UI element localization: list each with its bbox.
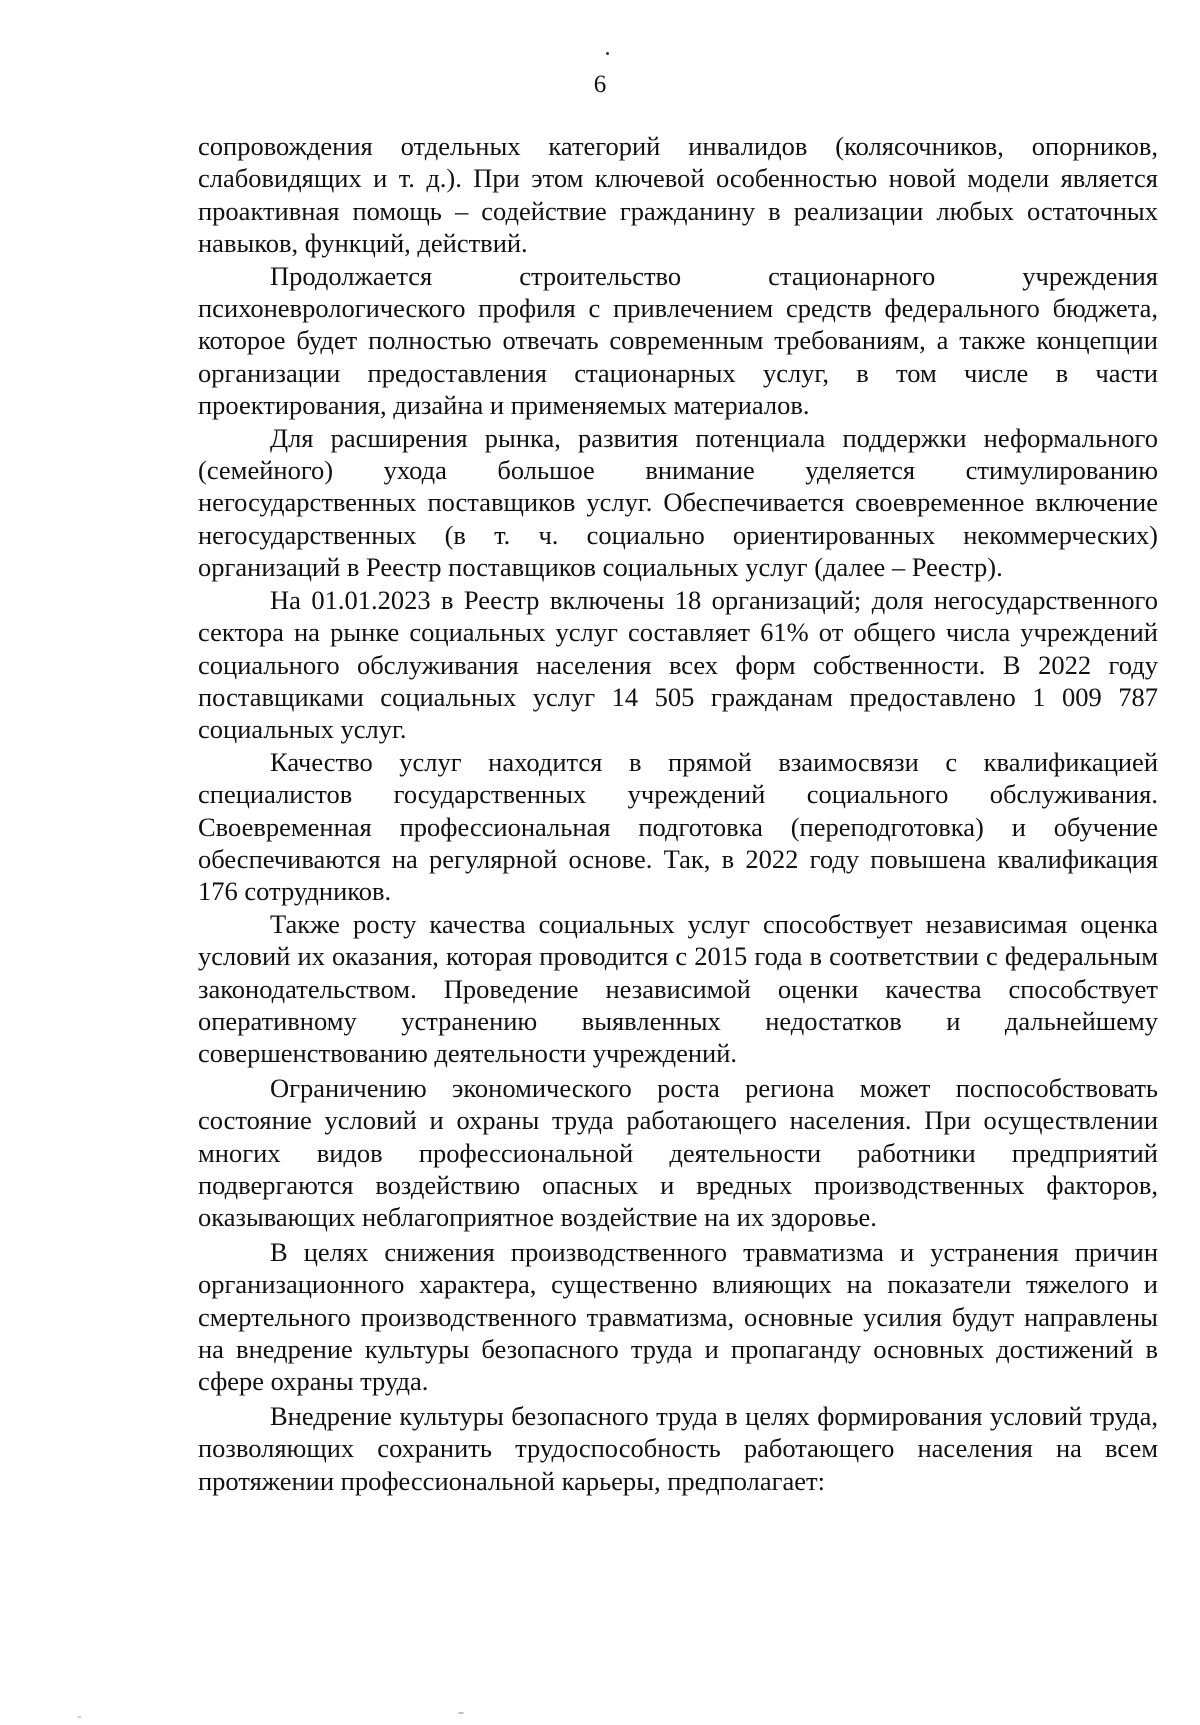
paragraph: Продолжается строительство стационарного учреждения психоневрологического профиля с привлечением средств федерального бюджета, которое будет полностью отвечать современным требованиям, а также концепции организации предоставления стационарных услуг, в том числе в части проектирования, дизайна и применяемых материалов. <box>198 260 1158 421</box>
paragraph: Качество услуг находится в прямой взаимосвязи с квалификацией специалистов государственных учреждений социального обслуживания. Своевременная профессиональная подготовка (переподготовка) и обучение обеспечиваются на регулярной основе. Так, в 2022 году повышена квалификация 176 сотрудников. <box>198 746 1158 907</box>
scan-speck <box>78 1716 81 1718</box>
scan-speck <box>458 1712 464 1714</box>
page-number: 6 <box>593 71 607 98</box>
paragraph: На 01.01.2023 в Реестр включены 18 организаций; доля негосударственного сектора на рынке социальных услуг составляет 61% от общего числа учреждений социального обслуживания населения всех форм собственности. В 2022 году поставщиками социальных услуг 14 505 гражданам предоставлено 1 009 787 социальных услуг. <box>198 584 1158 745</box>
paragraph: В целях снижения производственного травматизма и устранения причин организационного характера, существенно влияющих на показатели тяжелого и смертельного производственного травматизма, основные усилия будут направлены на внедрение культуры безопасного труда и пропаганду основных достижений в сфере охраны труда. <box>198 1236 1158 1397</box>
document-body <box>198 130 1158 1497</box>
scan-speck <box>606 52 609 55</box>
paragraph: сопровождения отдельных категорий инвалидов (колясочников, опорников, слабовидящих и т. д.). При этом ключевой особенностью новой модели является проактивная помощь – содействие гражданину в реализации любых остаточных навыков, функций, действий. <box>198 131 1158 259</box>
paragraph: Внедрение культуры безопасного труда в целях формирования условий труда, позволяющих сохранить трудоспособность работающего населения на всем протяжении профессиональной карьеры, предполагает: <box>198 1400 1158 1496</box>
paragraph: Ограничению экономического роста региона может поспособствовать состояние условий и охраны труда работающего населения. При осуществлении многих видов профессиональной деятельности работники предприятий подвергаются воздействию опасных и вредных производственных факторов, оказывающих неблагоприятное воздействие на их здоровье. <box>198 1072 1158 1233</box>
paragraph: Для расширения рынка, развития потенциала поддержки неформального (семейного) ухода большое внимание уделяется стимулированию негосударственных поставщиков услуг. Обеспечивается своевременное включение негосударственных (в т. ч. социально ориентированных некоммерческих) организаций в Реестр поставщиков социальных услуг (далее – Реестр). <box>198 422 1158 583</box>
paragraph: Также росту качества социальных услуг способствует независимая оценка условий их оказания, которая проводится с 2015 года в соответствии с федеральным законодательством. Проведение независимой оценки качества способствует оперативному устранению выявленных недостатков и дальнейшему совершенствованию деятельности учреждений. <box>198 908 1158 1069</box>
